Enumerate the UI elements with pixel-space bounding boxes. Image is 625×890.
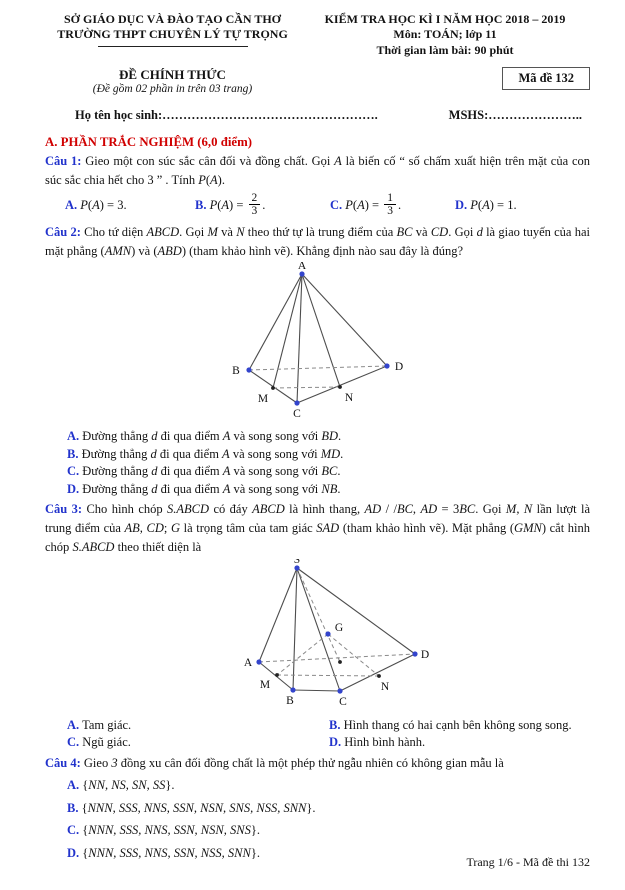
page-footer: Trang 1/6 - Mã đề thi 132 <box>466 855 590 869</box>
option-letter: A. <box>67 717 80 732</box>
answer-option: A. Tam giác. <box>67 717 132 732</box>
answer-option: A. Đường thẳng d đi qua điểm A và song song với BD. <box>67 429 342 444</box>
option-letter: C. <box>67 735 80 750</box>
svg-text:N: N <box>380 680 389 693</box>
option-letter: B. <box>67 446 79 461</box>
option-letter: B. <box>67 800 79 815</box>
svg-text:C: C <box>293 408 301 421</box>
answer-option: B. Đường thẳng d đi qua điểm A và song song với MD. <box>67 446 344 461</box>
header <box>45 12 590 58</box>
option-letter: B. <box>195 197 207 212</box>
answer-option: D. Đường thẳng d đi qua điểm A và song song với NB. <box>67 481 341 496</box>
subheader <box>45 67 590 95</box>
answer-option: D. P(A) = 1. <box>455 198 517 213</box>
figure-pyramid <box>45 559 590 715</box>
header-divider <box>98 46 248 47</box>
answer-options <box>45 777 590 862</box>
question-text: Câu 4: Gieo 3 đồng xu cân đối đồng chất là một phép thử ngẫu nhiên có không gian mẫu là <box>45 755 504 770</box>
fraction: $\frac{2}{3}$ <box>249 192 261 218</box>
svg-text:M: M <box>257 393 269 406</box>
svg-text:S: S <box>293 558 300 566</box>
answer-option: B. Hình thang có hai cạnh bên không song song. <box>329 717 572 732</box>
option-letter: C. <box>67 464 80 479</box>
fraction: $\frac{1}{3}$ <box>384 192 396 218</box>
header-right-block <box>300 12 590 58</box>
option-letter: C. <box>67 823 80 838</box>
answer-option: D. Hình bình hành. <box>329 735 426 750</box>
duration-line: Thời gian làm bài: 90 phút <box>376 42 514 57</box>
official-exam-label: ĐỀ CHÍNH THỨC <box>119 67 226 83</box>
svg-text:A: A <box>243 656 252 669</box>
option-letter: D. <box>67 845 80 860</box>
exam-note: (Đề gồm 02 phần in trên 03 trang) <box>92 83 253 96</box>
svg-text:A: A <box>297 262 307 273</box>
answer-option: C. Đường thẳng d đi qua điểm A và song song với BC. <box>67 464 341 479</box>
answer-option: A. P(A) = 3. <box>65 198 127 213</box>
option-letter: A. <box>67 429 80 444</box>
svg-text:C: C <box>338 695 347 708</box>
exam-title: KIỂM TRA HỌC KÌ I NĂM HỌC 2018 – 2019 <box>324 12 566 26</box>
answer-options <box>45 717 590 752</box>
answer-option: A. {NN, NS, SN, SS}. <box>67 778 175 793</box>
question-label: Câu 4: <box>45 755 81 770</box>
question-label: Câu 2: <box>45 224 81 239</box>
answer-option: B. P(A) = $\frac{2}{3}$ . <box>195 191 266 218</box>
department-line: SỞ GIÁO DỤC VÀ ĐÀO TẠO CẦN THƠ <box>63 12 282 26</box>
question-text: Câu 3: Cho hình chóp S.ABCD có đáy ABCD là hình thang, AD / /BC, AD = 3BC. Gọi M, N lần lượt là trung điểm của AB, CD; G là trọng tâm của tam giác SAD (tham khảo hình vẽ). Mặt phẳng (GMN) cắt hình chóp S.ABCD theo thiết diện là <box>45 502 591 554</box>
option-letter: C. <box>330 197 343 212</box>
question-text: Câu 1: Gieo một con súc sắc cân đối và đồng chất. Gọi A là biến cố “ số chấm xuất hiện trên mặt của con súc sắc chia hết cho 3 ” . Tính P(A). <box>45 154 590 187</box>
subject-line: Môn: TOÁN; lớp 11 <box>393 27 497 42</box>
answer-option: B. {NNN, SSS, NNS, SSN, NSN, SNS, NSS, SNN}. <box>67 800 316 815</box>
option-letter: D. <box>329 735 342 750</box>
option-letter: A. <box>65 198 78 213</box>
figure-tetrahedron <box>45 262 590 426</box>
official-exam-block <box>45 67 300 95</box>
answer-options <box>45 193 590 219</box>
svg-text:N: N <box>344 392 354 405</box>
answer-option: C. Ngũ giác. <box>67 735 131 750</box>
svg-text:D: D <box>394 361 404 374</box>
school-line: TRƯỜNG THPT CHUYÊN LÝ TỰ TRỌNG <box>57 27 288 42</box>
svg-text:B: B <box>232 365 240 378</box>
svg-text:D: D <box>420 648 429 661</box>
svg-text:M: M <box>259 678 270 691</box>
option-letter: A. <box>67 778 80 793</box>
answer-option: C. {NNN, SSS, NNS, SSN, NSN, SNS}. <box>67 823 260 838</box>
header-left-block <box>45 12 300 58</box>
svg-text:G: G <box>334 621 343 634</box>
option-letter: D. <box>455 198 468 213</box>
student-name-field: Họ tên học sinh:……………………………………………. <box>75 108 378 123</box>
answer-option: D. {NNN, SSS, NNS, SSN, NSS, SNN}. <box>67 845 260 860</box>
question-label: Câu 3: <box>45 502 83 517</box>
answer-option: C. P(A) = $\frac{1}{3}$ . <box>330 191 402 218</box>
question-text: Câu 2: Cho tứ diện ABCD. Gọi M và N theo thứ tự là trung điểm của BC và CD. Gọi d là giao tuyến của hai mặt phẳng (AMN) và (ABD) (tham khảo hình vẽ). Khẳng định nào sau đây là đúng? <box>45 224 590 258</box>
question-label: Câu 1: <box>45 154 82 169</box>
exam-code-box: Mã đề 132 <box>502 67 590 90</box>
option-letter: D. <box>67 481 80 496</box>
option-letter: B. <box>329 717 341 732</box>
section-title: A. PHẦN TRẮC NGHIỆM (6,0 điểm) <box>45 135 252 150</box>
student-id-field: MSHS:………………….. <box>448 108 582 123</box>
questions <box>45 152 590 862</box>
answer-options <box>45 428 590 498</box>
svg-text:B: B <box>285 694 294 707</box>
student-info-row <box>45 108 590 123</box>
